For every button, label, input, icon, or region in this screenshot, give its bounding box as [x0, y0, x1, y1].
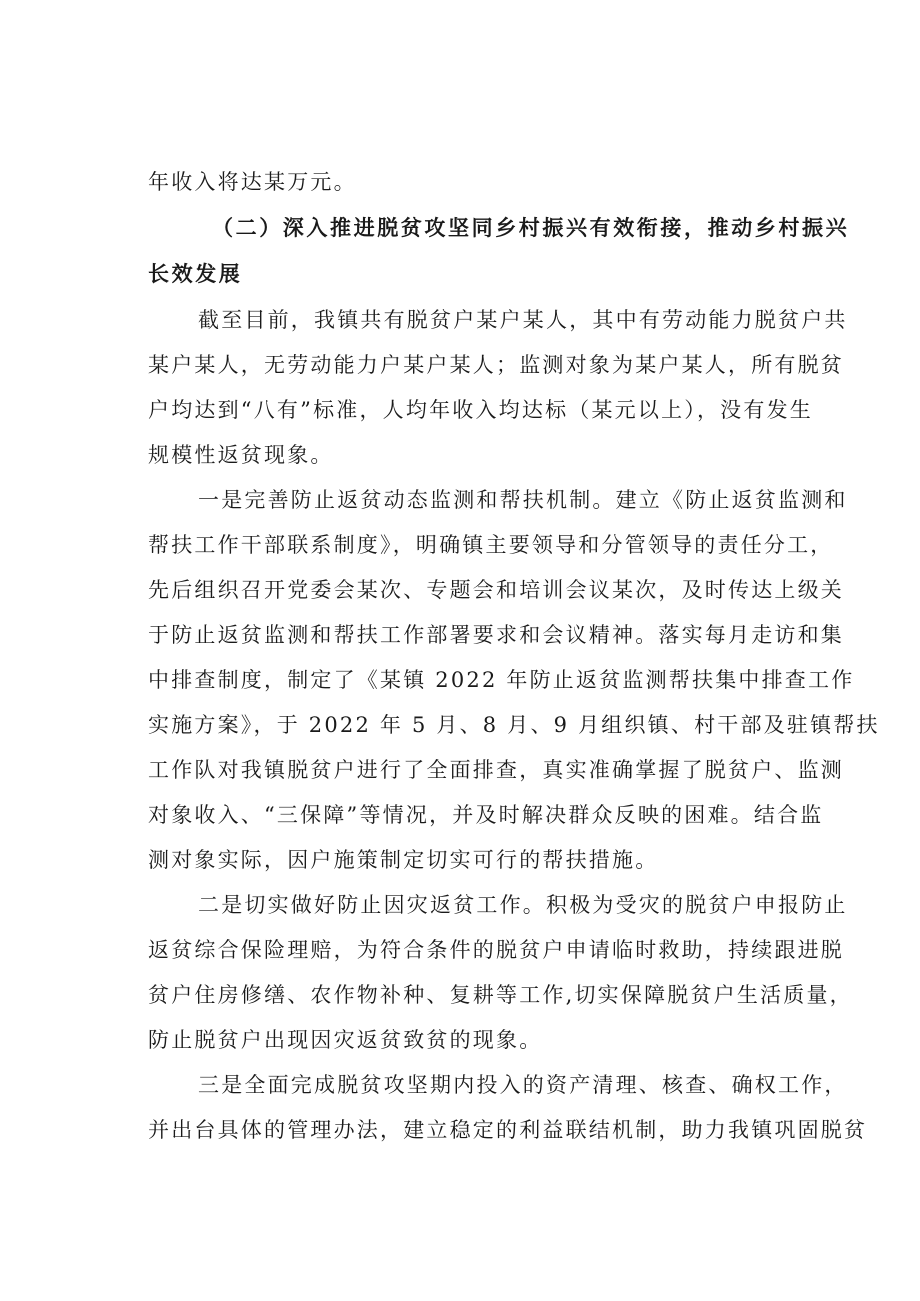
paragraph-line: 截至目前，我镇共有脱贫户某户某人，其中有劳动能力脱贫户共 [198, 308, 848, 332]
section-heading-line: （二）深入推进脱贫攻坚同乡村振兴有效衔接，推动乡村振兴 [212, 215, 850, 240]
paragraph-line: 防止脱贫户出现因灾返贫致贫的现象。 [148, 1028, 543, 1052]
paragraph-line: 于防止返贫监测和帮扶工作部署要求和会议精神。落实每月走访和集 [148, 623, 844, 647]
paragraph-line: 先后组织召开党委会某次、专题会和培训会议某次，及时传达上级关 [148, 578, 844, 602]
paragraph-line: 对象收入、“三保障”等情况，并及时解决群众反映的困难。结合监 [148, 803, 824, 827]
paragraph-line: 并出台具体的管理办法，建立稳定的利益联结机制，助力我镇巩固脱贫 [148, 1118, 868, 1142]
paragraph-line: 返贫综合保险理赔，为符合条件的脱贫户申请临时救助，持续跟进脱 [148, 938, 844, 962]
paragraph-line: 工作队对我镇脱贫户进行了全面排查，真实准确掌握了脱贫户、监测 [148, 758, 844, 782]
paragraph-line: 某户某人，无劳动能力户某户某人；监测对象为某户某人，所有脱贫 [148, 353, 844, 377]
paragraph-line: 二是切实做好防止因灾返贫工作。积极为受灾的脱贫户申报防止 [198, 893, 848, 917]
section-heading-line: 长效发展 [148, 261, 243, 286]
paragraph-line: 测对象实际，因户施策制定切实可行的帮扶措施。 [148, 848, 659, 872]
paragraph-line: 年收入将达某万元。 [148, 170, 357, 194]
paragraph-line: 一是完善防止返贫动态监测和帮扶机制。建立《防止返贫监测和 [198, 488, 848, 512]
paragraph-line: 户均达到“八有”标准，人均年收入均达标（某元以上），没有发生 [148, 398, 813, 422]
paragraph-line: 规模性返贫现象。 [148, 443, 334, 467]
paragraph-line: 贫户住房修缮、农作物补种、复耕等工作,切实保障脱贫户生活质量， [148, 983, 853, 1007]
paragraph-line: 中排查制度，制定了《某镇 2022 年防止返贫监测帮扶集中排查工作 [148, 668, 855, 692]
paragraph-line: 帮扶工作干部联系制度》，明确镇主要领导和分管领导的责任分工， [148, 533, 834, 557]
paragraph-line: 实施方案》，于 2022 年 5 月、8 月、9 月组织镇、村干部及驻镇帮扶 [148, 713, 880, 737]
paragraph-line: 三是全面完成脱贫攻坚期内投入的资产清理、核查、确权工作， [198, 1073, 848, 1097]
